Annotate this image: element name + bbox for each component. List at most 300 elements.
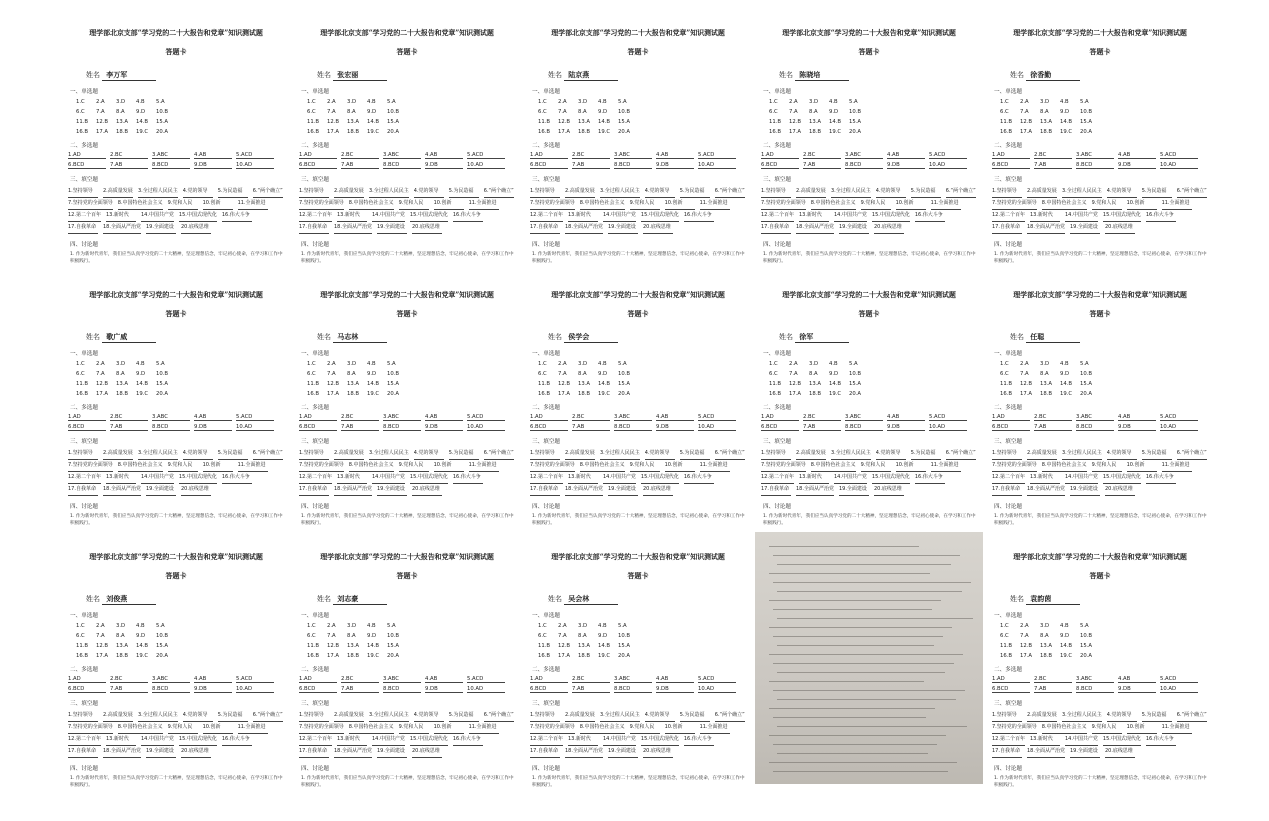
answer-cell: 3.ABC bbox=[152, 676, 190, 683]
name-label: 姓名 bbox=[548, 333, 565, 341]
name-line bbox=[779, 332, 981, 343]
answer-cell: 6.C bbox=[307, 109, 316, 115]
answer-cell: 15.A bbox=[618, 119, 631, 125]
fill-answer: 14.中国共产党 bbox=[834, 472, 867, 484]
answer-cell: 2.A bbox=[96, 623, 105, 629]
answer-cell: 1.C bbox=[307, 361, 316, 367]
answer-cell: 17.A bbox=[558, 129, 571, 135]
answer-cell: 10.AD bbox=[929, 162, 967, 169]
multi-answer-row bbox=[68, 686, 288, 693]
fill-answer: 18.全面从严治党 bbox=[1027, 222, 1065, 234]
section-essay: 四、讨论题 bbox=[532, 242, 560, 248]
multi-answer-row bbox=[530, 414, 750, 421]
answer-cell: 1.C bbox=[538, 361, 547, 367]
name-label: 姓名 bbox=[779, 333, 796, 341]
answer-cell: 4.AB bbox=[887, 152, 925, 159]
fill-answer: 1.坚持领导 bbox=[530, 448, 560, 460]
fill-answer: 20.底线思维 bbox=[412, 746, 442, 758]
single-answer-row bbox=[76, 381, 288, 387]
fill-answer: 2.高质量发展 bbox=[796, 448, 826, 460]
answer-cell: 1.C bbox=[76, 623, 85, 629]
answer-cell: 11.B bbox=[1000, 119, 1013, 125]
multi-answer-row bbox=[992, 676, 1212, 683]
fill-answer: 11.全面推进 bbox=[700, 198, 730, 210]
fill-answer: 6.“两个确立” bbox=[946, 448, 976, 460]
fill-answers bbox=[68, 710, 288, 758]
handwriting-line bbox=[777, 753, 928, 754]
sheet-title: 理学部北京支部“学习党的二十大报告和党章”知识测试题 bbox=[89, 552, 263, 561]
section-multi: 二、多选题 bbox=[301, 405, 329, 411]
answer-cell: 6.BCD bbox=[530, 424, 568, 431]
answer-cell: 8.BCD bbox=[845, 424, 883, 431]
fill-answer: 7.坚持党的全面领导 bbox=[68, 198, 113, 210]
answer-cell: 15.A bbox=[156, 381, 169, 387]
answer-cell: 4.B bbox=[598, 361, 607, 367]
answer-cell: 6.BCD bbox=[299, 686, 337, 693]
answer-cell: 3.ABC bbox=[1076, 676, 1114, 683]
student-name: 吴会林 bbox=[564, 594, 618, 605]
single-answer-row bbox=[538, 643, 750, 649]
answer-cell: 19.C bbox=[1060, 653, 1073, 659]
answer-cell: 10.AD bbox=[467, 686, 505, 693]
answer-cell: 7.AB bbox=[110, 686, 148, 693]
answer-cell: 8.A bbox=[578, 371, 587, 377]
fill-answer: 5.为民造福 bbox=[1142, 186, 1172, 198]
answer-cell: 4.B bbox=[136, 361, 145, 367]
single-answer-row bbox=[76, 653, 288, 659]
answer-cell: 7.AB bbox=[572, 162, 610, 169]
answer-cell: 1.C bbox=[76, 361, 85, 367]
section-fill: 三、填空题 bbox=[994, 701, 1022, 707]
answer-cell: 3.D bbox=[116, 623, 126, 629]
multi-answer-row bbox=[299, 686, 519, 693]
answer-cell: 5.ACD bbox=[236, 152, 274, 159]
answer-sheet bbox=[755, 8, 983, 264]
answer-cell: 10.AD bbox=[1160, 162, 1198, 169]
answer-cell: 2.BC bbox=[110, 152, 148, 159]
answer-cell: 9.D bbox=[367, 371, 377, 377]
answer-cell: 19.C bbox=[598, 391, 611, 397]
fill-answer: 3.全过程人民民主 bbox=[369, 186, 409, 198]
fill-answer: 4.党的领导 bbox=[645, 186, 675, 198]
answer-cell: 19.C bbox=[1060, 129, 1073, 135]
answer-cell: 10.B bbox=[618, 633, 631, 639]
answer-cell: 3.ABC bbox=[614, 676, 652, 683]
fill-answer: 10.创新 bbox=[203, 198, 233, 210]
single-answer-row bbox=[76, 361, 288, 367]
fill-answer: 14.中国共产党 bbox=[603, 472, 636, 484]
fill-answer: 6.“两个确立” bbox=[715, 186, 745, 198]
answer-cell: 14.B bbox=[136, 119, 149, 125]
name-line bbox=[86, 332, 288, 343]
fill-answer: 9.党和人民 bbox=[1092, 722, 1122, 734]
answer-cell: 7.A bbox=[96, 371, 105, 377]
fill-answer: 10.创新 bbox=[665, 198, 695, 210]
fill-answer: 8.中国特色社会主义 bbox=[349, 198, 394, 210]
section-essay: 四、讨论题 bbox=[994, 504, 1022, 510]
answer-cell: 6.BCD bbox=[530, 686, 568, 693]
section-fill: 三、填空题 bbox=[301, 701, 329, 707]
fill-answer: 9.党和人民 bbox=[630, 722, 660, 734]
answer-cell: 12.B bbox=[1020, 643, 1033, 649]
section-essay: 四、讨论题 bbox=[70, 504, 98, 510]
answer-cell: 12.B bbox=[96, 119, 109, 125]
answer-cell: 5.ACD bbox=[1160, 676, 1198, 683]
fill-answer: 9.党和人民 bbox=[168, 722, 198, 734]
section-single: 一、单选题 bbox=[70, 351, 98, 357]
essay-answer: 1. 作为新时代青年，我们应当认真学习党的二十大精神，坚定理想信念，牢记初心使命，在学习和工作中积极践行。 bbox=[763, 514, 976, 526]
fill-answer: 11.全面推进 bbox=[238, 198, 268, 210]
section-essay: 四、讨论题 bbox=[301, 504, 329, 510]
single-answer-row bbox=[1000, 109, 1212, 115]
answer-cell: 13.A bbox=[1040, 381, 1053, 387]
section-fill: 三、填空题 bbox=[763, 177, 791, 183]
answer-cell: 12.B bbox=[96, 381, 109, 387]
answer-cell: 13.A bbox=[116, 381, 129, 387]
answer-cell: 17.A bbox=[327, 391, 340, 397]
fill-answer: 4.党的领导 bbox=[414, 710, 444, 722]
answer-cell: 13.A bbox=[578, 643, 591, 649]
answer-cell: 20.A bbox=[387, 391, 400, 397]
name-line bbox=[548, 332, 750, 343]
fill-answer: 13.新时代 bbox=[106, 472, 136, 484]
section-essay: 四、讨论题 bbox=[763, 242, 791, 248]
fill-answer: 11.全面推进 bbox=[931, 460, 961, 472]
section-single: 一、单选题 bbox=[301, 89, 329, 95]
answer-cell: 12.B bbox=[558, 381, 571, 387]
sheet-title: 理学部北京支部“学习党的二十大报告和党章”知识测试题 bbox=[551, 28, 725, 37]
fill-answer: 19.全面建设 bbox=[146, 484, 176, 496]
fill-answer: 3.全过程人民民主 bbox=[138, 448, 178, 460]
single-answer-row bbox=[538, 119, 750, 125]
fill-answer: 6.“两个确立” bbox=[253, 710, 283, 722]
fill-answer: 3.全过程人民民主 bbox=[138, 186, 178, 198]
fill-answer: 8.中国特色社会主义 bbox=[349, 722, 394, 734]
handwriting-line bbox=[769, 735, 946, 736]
fill-answer: 3.全过程人民民主 bbox=[1062, 710, 1102, 722]
multi-answer-row bbox=[530, 686, 750, 693]
answer-cell: 13.A bbox=[809, 119, 822, 125]
handwriting-line bbox=[769, 600, 941, 601]
name-line bbox=[1010, 70, 1212, 81]
fill-answer: 8.中国特色社会主义 bbox=[811, 198, 856, 210]
fill-answer: 8.中国特色社会主义 bbox=[811, 460, 856, 472]
multi-answer-row bbox=[530, 152, 750, 159]
multi-answer-row bbox=[68, 162, 288, 169]
fill-answer: 2.高质量发展 bbox=[334, 710, 364, 722]
answer-cell: 3.D bbox=[116, 99, 126, 105]
answer-cell: 7.A bbox=[327, 371, 336, 377]
fill-answer: 13.新时代 bbox=[337, 472, 367, 484]
answer-cell: 4.AB bbox=[1118, 676, 1156, 683]
answer-cell: 2.BC bbox=[1034, 414, 1072, 421]
fill-answer: 17.自我革命 bbox=[530, 222, 560, 234]
fill-answer: 1.坚持领导 bbox=[530, 710, 560, 722]
answer-cell: 15.A bbox=[1080, 119, 1093, 125]
answer-cell: 5.ACD bbox=[698, 676, 736, 683]
fill-answer: 17.自我革命 bbox=[530, 484, 560, 496]
answer-cell: 16.B bbox=[538, 391, 551, 397]
answer-cell: 11.B bbox=[1000, 381, 1013, 387]
student-name: 刘俊燕 bbox=[102, 594, 156, 605]
answer-cell: 16.B bbox=[1000, 653, 1013, 659]
answer-cell: 6.C bbox=[76, 109, 85, 115]
answer-cell: 2.A bbox=[558, 623, 567, 629]
answer-cell: 8.A bbox=[116, 371, 125, 377]
answer-cell: 2.A bbox=[96, 361, 105, 367]
fill-answer: 17.自我革命 bbox=[761, 484, 791, 496]
answer-cell: 10.B bbox=[387, 633, 400, 639]
section-multi: 二、多选题 bbox=[994, 143, 1022, 149]
fill-answer: 1.坚持领导 bbox=[68, 186, 98, 198]
fill-answer: 10.创新 bbox=[1127, 722, 1157, 734]
answer-cell: 6.C bbox=[76, 371, 85, 377]
fill-answer: 13.新时代 bbox=[799, 210, 829, 222]
answer-cell: 4.B bbox=[367, 361, 376, 367]
answer-cell: 3.ABC bbox=[152, 414, 190, 421]
answer-cell: 5.A bbox=[618, 99, 627, 105]
fill-answer: 19.全面建设 bbox=[146, 222, 176, 234]
multi-answer-row bbox=[530, 424, 750, 431]
student-name: 袁韵茵 bbox=[1026, 594, 1080, 605]
fill-answer: 16.伟大斗争 bbox=[915, 210, 945, 222]
fill-answer: 8.中国特色社会主义 bbox=[580, 460, 625, 472]
fill-answer: 15.中国式现代化 bbox=[872, 472, 910, 484]
answer-cell: 7.A bbox=[558, 109, 567, 115]
answer-cell: 2.BC bbox=[1034, 676, 1072, 683]
fill-answer: 1.坚持领导 bbox=[299, 186, 329, 198]
single-answer-row bbox=[1000, 129, 1212, 135]
fill-answer: 6.“两个确立” bbox=[484, 186, 514, 198]
section-essay: 四、讨论题 bbox=[301, 242, 329, 248]
answer-cell: 20.A bbox=[849, 391, 862, 397]
answer-cell: 20.A bbox=[1080, 391, 1093, 397]
answer-cell: 15.A bbox=[156, 119, 169, 125]
fill-answer: 12.第二个百年 bbox=[761, 472, 794, 484]
answer-cell: 6.C bbox=[307, 371, 316, 377]
answer-cell: 2.A bbox=[789, 361, 798, 367]
fill-answer: 2.高质量发展 bbox=[565, 710, 595, 722]
answer-cell: 2.BC bbox=[341, 152, 379, 159]
fill-answer: 6.“两个确立” bbox=[484, 448, 514, 460]
answer-cell: 11.B bbox=[76, 381, 89, 387]
section-multi: 二、多选题 bbox=[301, 143, 329, 149]
answer-cell: 13.A bbox=[1040, 643, 1053, 649]
fill-answer: 16.伟大斗争 bbox=[453, 472, 483, 484]
fill-answer: 12.第二个百年 bbox=[299, 472, 332, 484]
section-multi: 二、多选题 bbox=[994, 667, 1022, 673]
answer-cell: 12.B bbox=[327, 643, 340, 649]
answer-cell: 13.A bbox=[809, 381, 822, 387]
answer-cell: 19.C bbox=[1060, 391, 1073, 397]
fill-answer: 15.中国式现代化 bbox=[410, 734, 448, 746]
single-answer-row bbox=[307, 653, 519, 659]
section-essay: 四、讨论题 bbox=[70, 242, 98, 248]
answer-cell: 10.B bbox=[156, 633, 169, 639]
answer-cell: 1.AD bbox=[530, 152, 568, 159]
answer-cell: 4.B bbox=[1060, 99, 1069, 105]
answer-cell: 4.B bbox=[367, 99, 376, 105]
answer-cell: 10.AD bbox=[467, 424, 505, 431]
single-answer-row bbox=[307, 371, 519, 377]
single-answer-row bbox=[769, 381, 981, 387]
answer-cell: 5.A bbox=[618, 361, 627, 367]
answer-cell: 5.ACD bbox=[1160, 414, 1198, 421]
answer-cell: 1.AD bbox=[299, 676, 337, 683]
fill-answers bbox=[761, 186, 981, 234]
answer-cell: 3.D bbox=[347, 623, 357, 629]
answer-cell: 5.A bbox=[1080, 99, 1089, 105]
fill-answer: 4.党的领导 bbox=[645, 448, 675, 460]
answer-cell: 14.B bbox=[136, 643, 149, 649]
answer-cell: 7.A bbox=[327, 109, 336, 115]
answer-cell: 7.AB bbox=[803, 424, 841, 431]
section-single: 一、单选题 bbox=[763, 351, 791, 357]
sheet-subtitle: 答题卡 bbox=[1089, 571, 1111, 580]
answer-cell: 19.C bbox=[136, 653, 149, 659]
answer-cell: 14.B bbox=[367, 643, 380, 649]
answer-cell: 6.BCD bbox=[299, 162, 337, 169]
student-name: 马志林 bbox=[333, 332, 387, 343]
sheet-title: 理学部北京支部“学习党的二十大报告和党章”知识测试题 bbox=[782, 28, 956, 37]
name-label: 姓名 bbox=[1010, 333, 1027, 341]
answer-cell: 18.B bbox=[578, 129, 591, 135]
fill-answer: 2.高质量发展 bbox=[334, 186, 364, 198]
answer-cell: 3.D bbox=[809, 99, 819, 105]
fill-answer: 10.创新 bbox=[434, 722, 464, 734]
answer-sheet bbox=[755, 270, 983, 526]
name-label: 姓名 bbox=[779, 71, 796, 79]
answer-cell: 10.B bbox=[387, 371, 400, 377]
answer-cell: 5.A bbox=[387, 361, 396, 367]
answer-cell: 15.A bbox=[387, 643, 400, 649]
fill-answer: 7.坚持党的全面领导 bbox=[992, 198, 1037, 210]
fill-answers bbox=[68, 186, 288, 234]
answer-cell: 1.AD bbox=[761, 414, 799, 421]
sheet-subtitle: 答题卡 bbox=[165, 309, 187, 318]
fill-answer: 9.党和人民 bbox=[399, 198, 429, 210]
fill-answer: 12.第二个百年 bbox=[992, 210, 1025, 222]
answer-cell: 9.D bbox=[367, 633, 377, 639]
answer-sheet bbox=[62, 532, 290, 788]
sheet-subtitle: 答题卡 bbox=[858, 309, 880, 318]
section-single: 一、单选题 bbox=[994, 89, 1022, 95]
answer-cell: 2.A bbox=[327, 361, 336, 367]
fill-answer: 8.中国特色社会主义 bbox=[1042, 198, 1087, 210]
fill-answer: 3.全过程人民民主 bbox=[600, 186, 640, 198]
fill-answer: 20.底线思维 bbox=[1105, 222, 1135, 234]
essay-answer: 1. 作为新时代青年，我们应当认真学习党的二十大精神，坚定理想信念，牢记初心使命，在学习和工作中积极践行。 bbox=[532, 252, 745, 264]
student-name: 陆京燕 bbox=[564, 70, 618, 81]
answer-cell: 19.C bbox=[829, 391, 842, 397]
answer-cell: 1.AD bbox=[530, 414, 568, 421]
fill-answer: 1.坚持领导 bbox=[68, 710, 98, 722]
section-single: 一、单选题 bbox=[763, 89, 791, 95]
fill-answer: 4.党的领导 bbox=[183, 186, 213, 198]
sheet-title: 理学部北京支部“学习党的二十大报告和党章”知识测试题 bbox=[89, 290, 263, 299]
single-answer-row bbox=[1000, 371, 1212, 377]
answer-cell: 10.AD bbox=[698, 162, 736, 169]
answer-cell: 6.C bbox=[769, 371, 778, 377]
name-line bbox=[548, 594, 750, 605]
answer-cell: 12.B bbox=[327, 381, 340, 387]
fill-answer: 15.中国式现代化 bbox=[410, 472, 448, 484]
answer-cell: 2.BC bbox=[110, 676, 148, 683]
fill-answers bbox=[299, 448, 519, 496]
answer-cell: 2.A bbox=[96, 99, 105, 105]
answer-cell: 20.A bbox=[156, 653, 169, 659]
answer-cell: 19.C bbox=[598, 129, 611, 135]
answer-cell: 11.B bbox=[1000, 643, 1013, 649]
fill-answer: 14.中国共产党 bbox=[141, 210, 174, 222]
answer-cell: 10.B bbox=[618, 109, 631, 115]
answer-cell: 20.A bbox=[1080, 653, 1093, 659]
answer-cell: 17.A bbox=[1020, 653, 1033, 659]
fill-answer: 15.中国式现代化 bbox=[641, 472, 679, 484]
fill-answer: 4.党的领导 bbox=[645, 710, 675, 722]
single-answer-row bbox=[307, 633, 519, 639]
fill-answer: 19.全面建设 bbox=[1070, 484, 1100, 496]
fill-answers bbox=[68, 448, 288, 496]
name-line bbox=[317, 332, 519, 343]
answer-cell: 2.BC bbox=[341, 414, 379, 421]
section-essay: 四、讨论题 bbox=[301, 766, 329, 772]
answer-cell: 4.AB bbox=[194, 414, 232, 421]
fill-answer: 20.底线思维 bbox=[181, 222, 211, 234]
answer-cell: 3.ABC bbox=[383, 676, 421, 683]
answer-cell: 8.BCD bbox=[614, 162, 652, 169]
answer-cell: 9.D bbox=[1060, 633, 1070, 639]
fill-answer: 3.全过程人民民主 bbox=[1062, 186, 1102, 198]
answer-cell: 16.B bbox=[538, 129, 551, 135]
fill-answer: 11.全面推进 bbox=[238, 722, 268, 734]
answer-cell: 1.AD bbox=[992, 676, 1030, 683]
fill-answer: 3.全过程人民民主 bbox=[831, 186, 871, 198]
answer-cell: 9.DB bbox=[425, 162, 463, 169]
answer-cell: 13.A bbox=[116, 643, 129, 649]
fill-answer: 19.全面建设 bbox=[1070, 222, 1100, 234]
sheet-title: 理学部北京支部“学习党的二十大报告和党章”知识测试题 bbox=[1013, 28, 1187, 37]
answer-cell: 5.ACD bbox=[698, 414, 736, 421]
essay-answer: 1. 作为新时代青年，我们应当认真学习党的二十大精神，坚定理想信念，牢记初心使命，在学习和工作中积极践行。 bbox=[994, 776, 1207, 788]
multi-answer-row bbox=[530, 676, 750, 683]
fill-answer: 18.全面从严治党 bbox=[565, 222, 603, 234]
fill-answer: 6.“两个确立” bbox=[715, 448, 745, 460]
single-answer-row bbox=[307, 361, 519, 367]
answer-cell: 7.AB bbox=[572, 424, 610, 431]
answer-cell: 2.BC bbox=[572, 414, 610, 421]
answer-cell: 14.B bbox=[367, 381, 380, 387]
answer-cell: 19.C bbox=[136, 391, 149, 397]
answer-cell: 6.BCD bbox=[992, 162, 1030, 169]
fill-answer: 20.底线思维 bbox=[181, 484, 211, 496]
answer-cell: 9.DB bbox=[194, 686, 232, 693]
answer-cell: 3.ABC bbox=[845, 414, 883, 421]
handwriting-line bbox=[777, 591, 962, 592]
fill-answer: 9.党和人民 bbox=[1092, 198, 1122, 210]
sheet-subtitle: 答题卡 bbox=[627, 571, 649, 580]
fill-answer: 18.全面从严治党 bbox=[103, 222, 141, 234]
answer-cell: 1.C bbox=[1000, 361, 1009, 367]
answer-cell: 2.A bbox=[558, 99, 567, 105]
answer-cell: 7.AB bbox=[341, 424, 379, 431]
fill-answer: 8.中国特色社会主义 bbox=[118, 198, 163, 210]
fill-answer: 5.为民造福 bbox=[911, 448, 941, 460]
essay-answer: 1. 作为新时代青年，我们应当认真学习党的二十大精神，坚定理想信念，牢记初心使命，在学习和工作中积极践行。 bbox=[70, 252, 283, 264]
answer-cell: 6.BCD bbox=[530, 162, 568, 169]
answer-cell: 18.B bbox=[578, 391, 591, 397]
single-answer-row bbox=[76, 391, 288, 397]
